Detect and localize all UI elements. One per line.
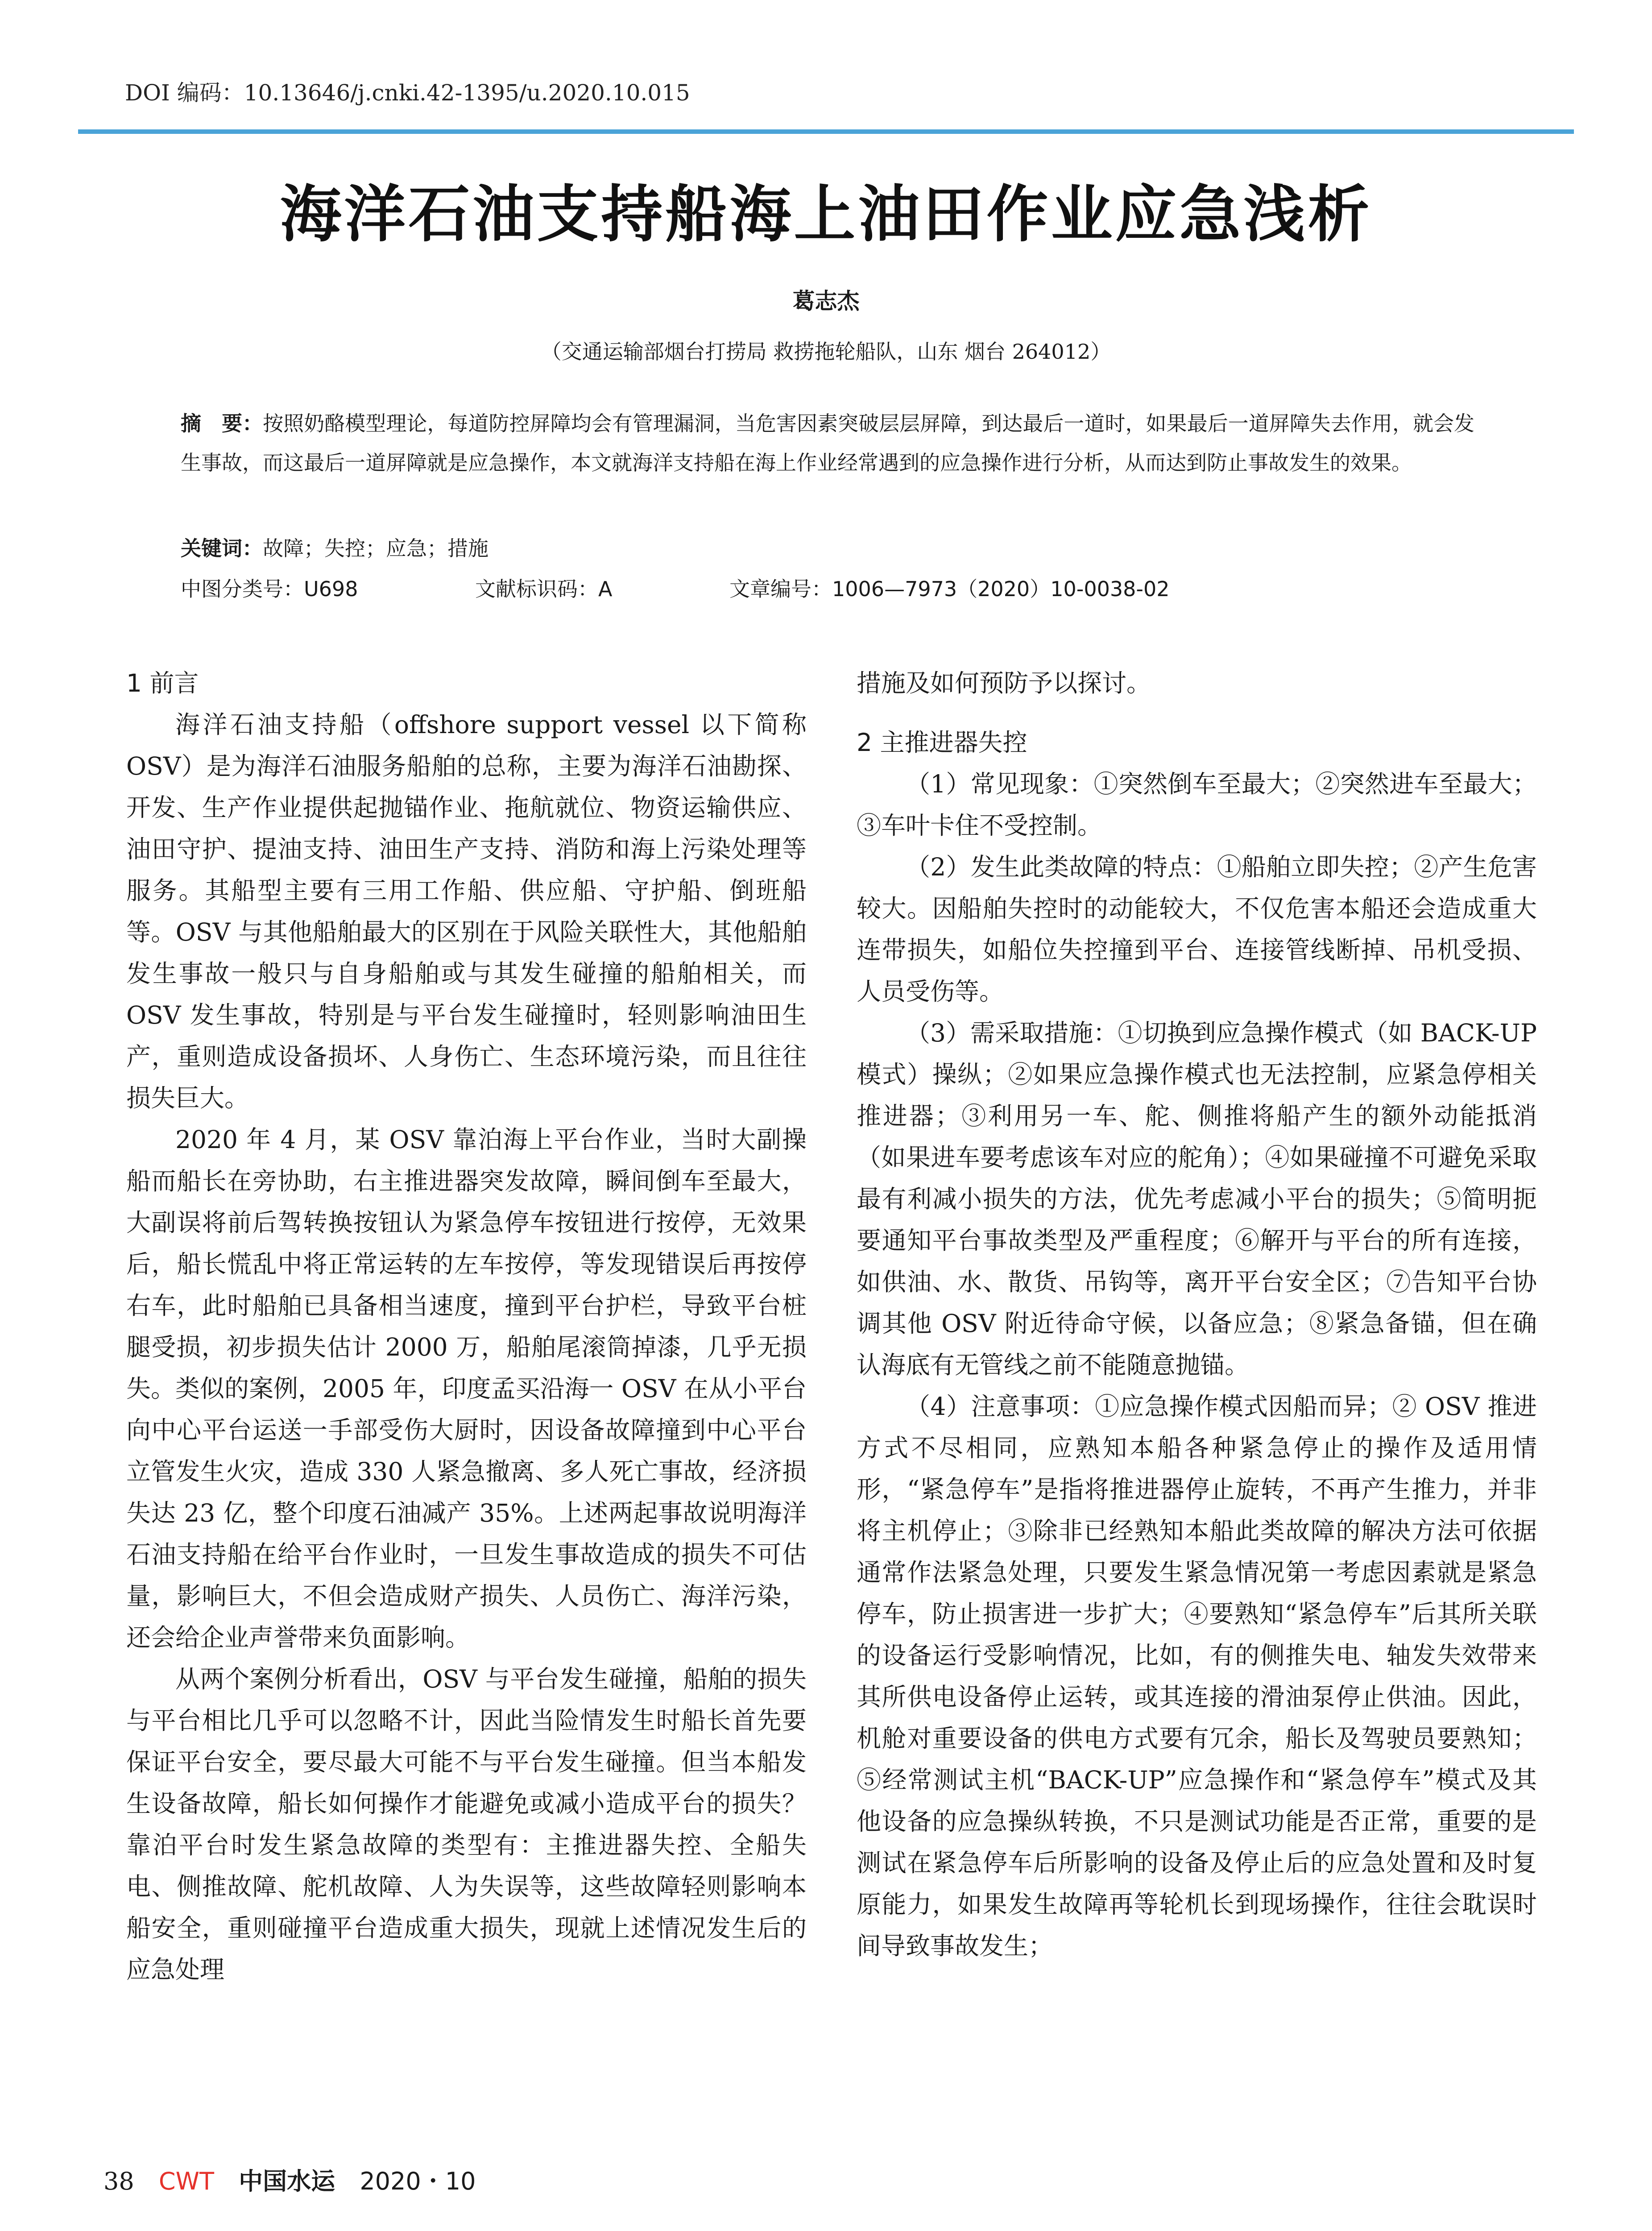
paragraph: 从两个案例分析看出，OSV 与平台发生碰撞，船舶的损失与平台相比几乎可以忽略不计，因此当险情发生时船长首先要保证平台安全，要尽最大可能不与平台发生碰撞。但当本船发生设备故障，船长如何操作才能避免或减小造成平台的损失？靠泊平台时发生紧急故障的类型有：主推进器失控、全船失电、侧推故障、舵机故障、人为失误等，这些故障轻则影响本船安全，重则碰撞平台造成重大损失，现就上述情况发生后的应急处理 [126, 1665, 807, 1984]
paragraph: 海洋石油支持船（offshore support vessel 以下简称 OSV）是为海洋石油服务船舶的总称，主要为海洋石油勘探、开发、生产作业提供起抛锚作业、拖航就位、物资运输供应、油田守护、提油支持、油田生产支持、消防和海上污染处理等服务。其船型主要有三用工作船、供应船、守护船、倒班船等。OSV 与其他船舶最大的区别在于风险关联性大，其他船舶发生事故一般只与自身船舶或与其发生碰撞的船舶相关，而 OSV 发生事故，特别是与平台发生碰撞时，轻则影响油田生产，重则造成设备损坏、人身伤亡、生态环境污染，而且往往损失巨大。 [126, 710, 807, 1112]
paragraph: （3）需采取措施：①切换到应急操作模式（如 BACK-UP 模式）操纵；②如果应急操作模式也无法控制，应紧急停相关推进器；③利用另一车、舵、侧推将船产生的额外动能抵消（如果进车要考虑该车对应的舵角）；④如果碰撞不可避免采取最有利减小损失的方法，优先考虑减小平台的损失；⑤简明扼要通知平台事故类型及严重程度；⑥解开与平台的所有连接，如供油、水、散货、吊钩等，离开平台安全区；⑦告知平台协调其他 OSV 附近待命守候，以备应急；⑧紧急备锚，但在确认海底有无管线之前不能随意抛锚。 [857, 1019, 1537, 1379]
right-column [857, 663, 1537, 1967]
article-meta [181, 571, 1474, 607]
affiliation: （交通运输部烟台打捞局 救捞拖轮船队，山东 烟台 264012） [541, 340, 1111, 364]
paragraph: 2020 年 4 月，某 OSV 靠泊海上平台作业，当时大副操船而船长在旁协助，右主推进器突发故障，瞬间倒车至最大，大副误将前后驾转换按钮认为紧急停车按钮进行按停，无效果后，船长慌乱中将正常运转的左车按停，等发现错误后再按停右车，此时船舶已具备相当速度，撞到平台护栏，导致平台桩腿受损，初步损失估计 2000 万，船舶尾滚筒掉漆，几乎无损失。类似的案例，2005 年，印度孟买沿海一 OSV 在从小平台向中心平台运送一手部受伤大厨时，因设备故障撞到中心平台立管发生火灾，造成 330 人紧急撤离、多人死亡事故，经济损失达 23 亿，整个印度石油减产 35%。上述两起事故说明海洋石油支持船在给平台作业时，一旦发生事故造成的损失不可估量，影响巨大，不但会造成财产损失、人员伤亡、海洋污染，还会给企业声誉带来负面影响。 [126, 1125, 807, 1652]
left-column [126, 663, 807, 1990]
doi-line: DOI 编码：10.13646/j.cnki.42-1395/u.2020.10.015 [125, 80, 690, 106]
page-number: 38 [104, 2167, 134, 2195]
paragraph: （4）注意事项：①应急操作模式因船而异；② OSV 推进方式不尽相同，应熟知本船各种紧急停止的操作及适用情形，“紧急停车”是指将推进器停止旋转，不再产生推力，并非将主机停止；③除非已经熟知本船此类故障的解决方法可依据通常作法紧急处理，只要发生紧急情况第一考虑因素就是紧急停车，防止损害进一步扩大；④要熟知“紧急停车”后其所关联的设备运行受影响情况，比如，有的侧推失电、轴发失效带来其所供电设备停止运转，或其连接的滑油泵停止供油。因此，机舱对重要设备的供电方式要有冗余，船长及驾驶员要熟知；⑤经常测试主机“BACK-UP”应急操作和“紧急停车”模式及其他设备的应急操纵转换，不只是测试功能是否正常，重要的是测试在紧急停车后所影响的设备及停止后的应急处置和及时复原能力，如果发生故障再等轮机长到现场操作，往往会耽误时间导致事故发生； [857, 1392, 1537, 1960]
abstract [181, 404, 1474, 482]
article-number: 文章编号：1006—7973（2020）10-0038-02 [729, 577, 1170, 601]
issue-label: 2020・10 [360, 2167, 476, 2195]
journal-name: 中国水运 [239, 2167, 335, 2195]
header-rule [78, 129, 1574, 134]
abstract-text: 按照奶酪模型理论，每道防控屏障均会有管理漏洞，当危害因素突破层层屏障，到达最后一道时，如果最后一道屏障失去作用，就会发生事故，而这最后一道屏障就是应急操作，本文就海洋支持船在海上作业经常遇到的应急操作进行分析，从而达到防止事故发生的效果。 [181, 411, 1475, 475]
paragraph: （2）发生此类故障的特点：①船舶立即失控；②产生危害较大。因船舶失控时的动能较大，不仅危害本船还会造成重大连带损失，如船位失控撞到平台、连接管线断掉、吊机受损、人员受伤等。 [857, 853, 1537, 1006]
abstract-label: 摘 要： [181, 411, 263, 435]
keywords-label: 关键词： [181, 536, 263, 560]
author: 葛志杰 [792, 288, 860, 314]
section-heading-intro: 1 前言 [126, 669, 199, 697]
keywords [181, 529, 1474, 568]
keywords-text: 故障；失控；应急；措施 [263, 536, 489, 560]
journal-logo: CWT [158, 2167, 214, 2195]
section-heading-propulsion: 2 主推进器失控 [857, 728, 1027, 757]
page-footer [104, 2163, 493, 2199]
paragraph: （1）常见现象：①突然倒车至最大；②突然进车至最大；③车叶卡住不受控制。 [857, 770, 1537, 840]
paper-title: 海洋石油支持船海上油田作业应急浅析 [280, 178, 1372, 250]
classification-number: 中图分类号：U698 [181, 577, 358, 601]
paragraph: 措施及如何预防予以探讨。 [857, 669, 1151, 697]
document-code: 文献标识码：A [475, 577, 613, 601]
